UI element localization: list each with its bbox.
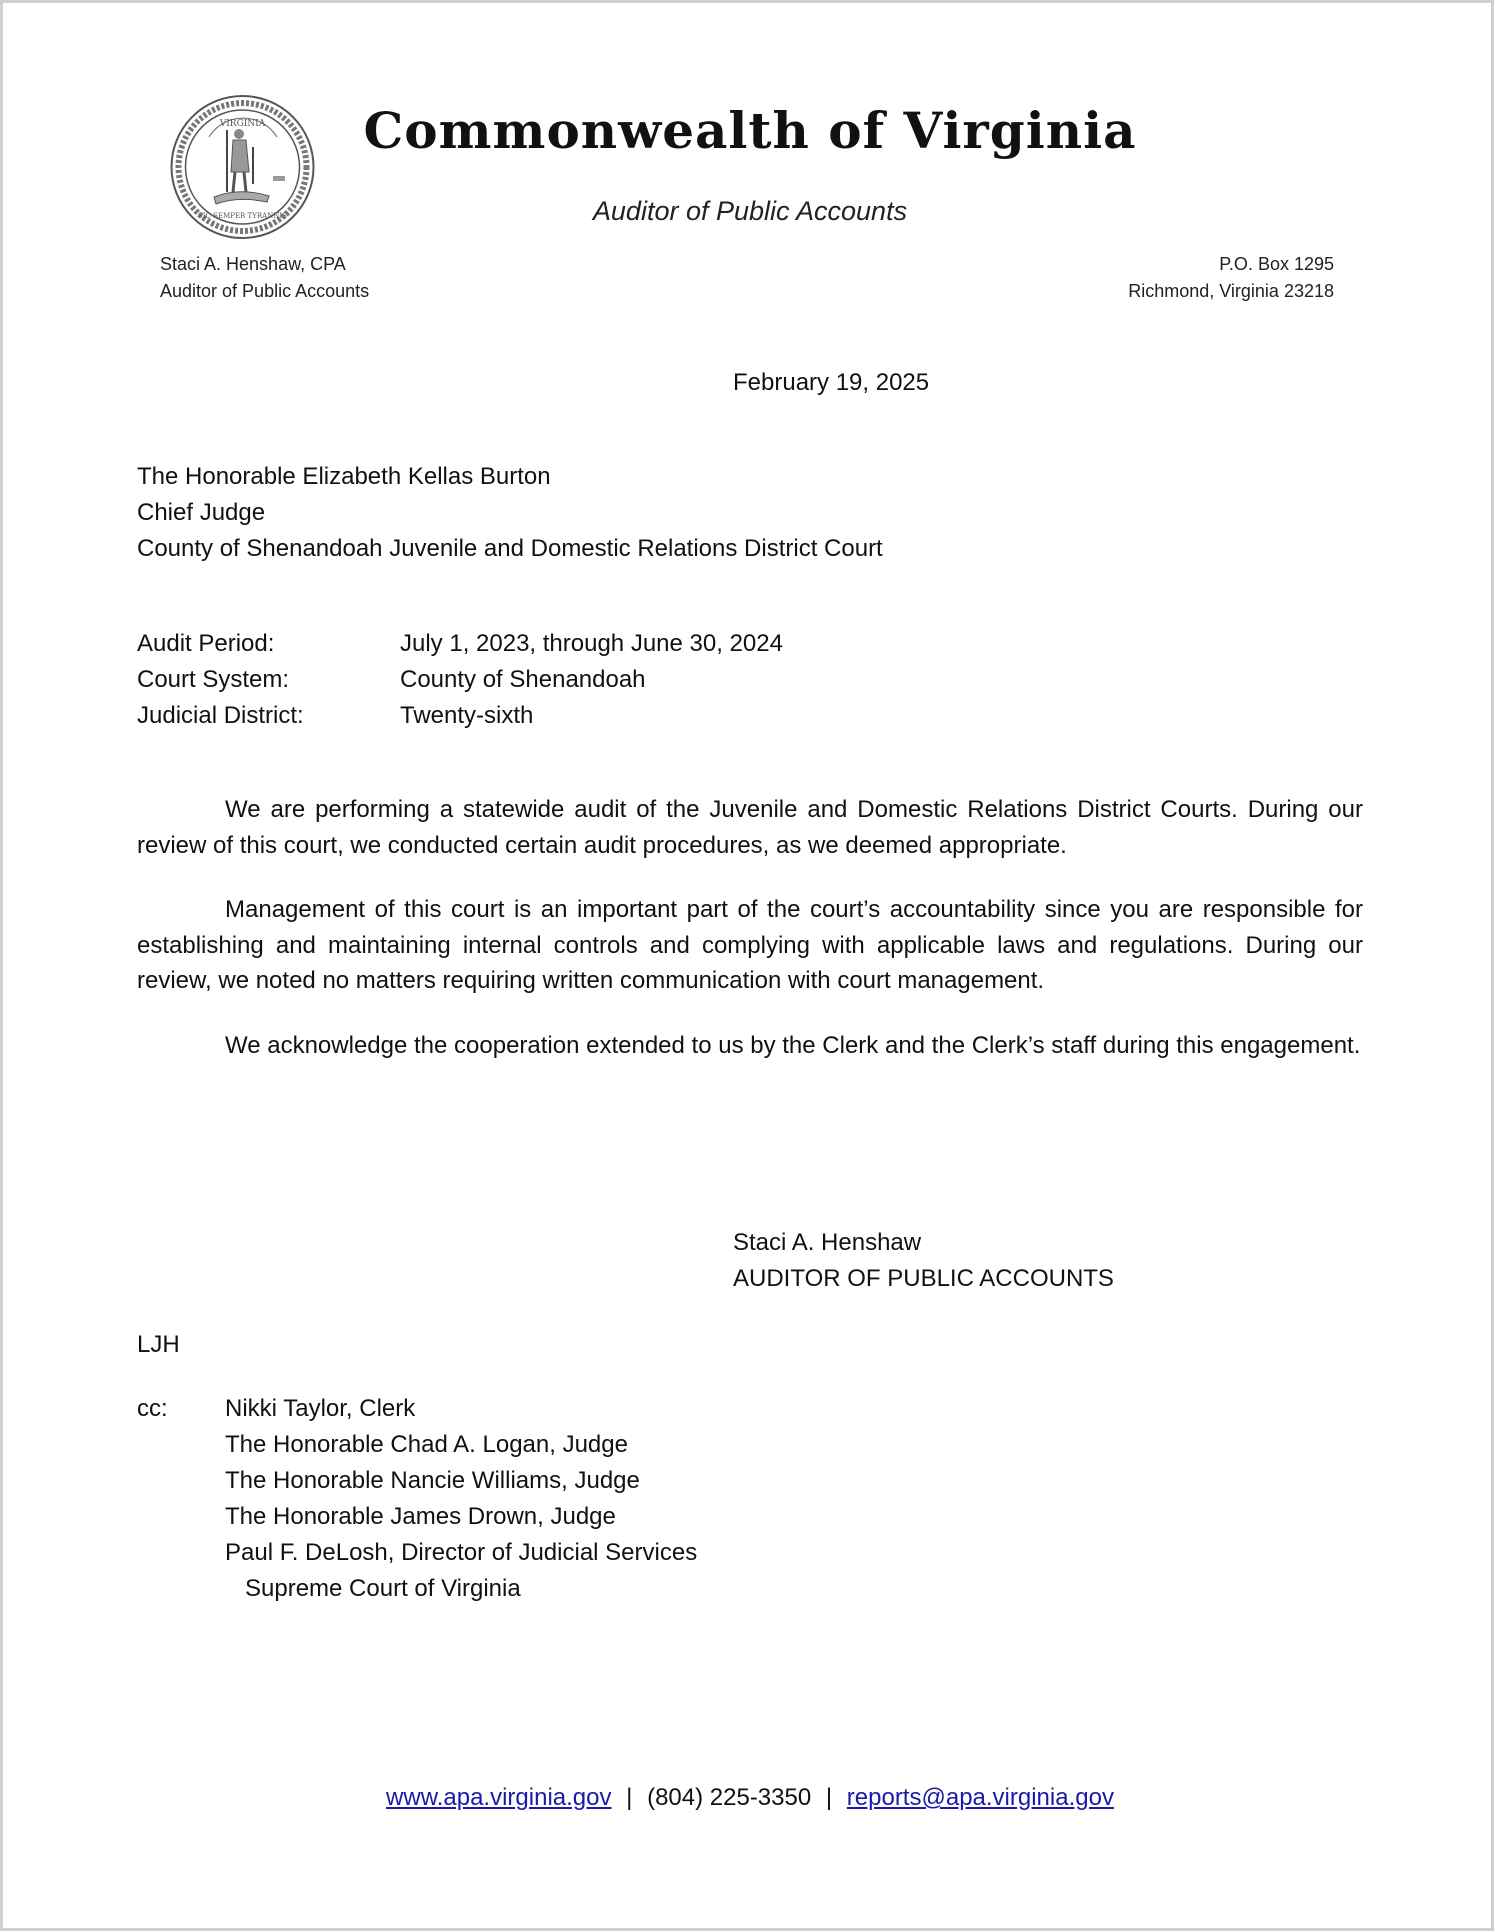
cc-recipient-organization: Supreme Court of Virginia xyxy=(245,1575,521,1602)
paragraph-management: Management of this court is an important part of the court’s accountability since you are responsible for establishing and maintaining internal controls and complying with applicable laws and regulations. During our review, we noted no matters requiring written communication with court management. xyxy=(137,896,1363,994)
court-system-value: County of Shenandoah xyxy=(400,666,646,693)
mailing-address xyxy=(1128,251,1334,305)
letterhead-title: Commonwealth of Virginia xyxy=(363,101,1137,160)
recipient-court: County of Shenandoah Juvenile and Domestic Relations District Court xyxy=(137,535,883,562)
svg-text:SIC SEMPER TYRANNIS: SIC SEMPER TYRANNIS xyxy=(198,212,287,220)
footer-contact xyxy=(3,1780,1494,1816)
signature-block xyxy=(733,1225,1114,1297)
signature-title: AUDITOR OF PUBLIC ACCOUNTS xyxy=(733,1265,1114,1292)
cc-recipient: The Honorable James Drown, Judge xyxy=(225,1503,616,1530)
audit-period-row xyxy=(137,626,783,662)
cc-block xyxy=(137,1391,697,1607)
typist-initials: LJH xyxy=(137,1331,180,1358)
paragraph-acknowledgement: We acknowledge the cooperation extended to us by the Clerk and the Clerk’s staff during this engagement. xyxy=(225,1031,1361,1059)
phone-number: (804) 225-3350 xyxy=(647,1784,812,1811)
letter-body xyxy=(137,792,1363,1092)
cc-recipient: The Honorable Chad A. Logan, Judge xyxy=(225,1431,628,1458)
judicial-district-label: Judicial District: xyxy=(137,702,304,729)
footer-separator: | xyxy=(825,1784,833,1811)
court-system-row xyxy=(137,662,783,698)
po-box: P.O. Box 1295 xyxy=(1219,254,1334,274)
cc-label: cc: xyxy=(137,1395,168,1422)
recipient-block xyxy=(137,459,883,567)
email-link[interactable]: reports@apa.virginia.gov xyxy=(846,1784,1114,1811)
audit-period-label: Audit Period: xyxy=(137,630,275,657)
website-link[interactable]: www.apa.virginia.gov xyxy=(386,1784,612,1811)
signature-name: Staci A. Henshaw xyxy=(733,1229,922,1256)
judicial-district-row xyxy=(137,698,783,734)
letterhead-subtitle: Auditor of Public Accounts xyxy=(592,196,908,226)
recipient-title: Chief Judge xyxy=(137,499,266,526)
cc-list xyxy=(225,1391,697,1607)
sender-title: Auditor of Public Accounts xyxy=(160,281,370,301)
sender-address xyxy=(160,251,369,305)
audit-info-block xyxy=(137,626,783,734)
sender-name: Staci A. Henshaw, CPA xyxy=(160,254,346,274)
audit-period-value: July 1, 2023, through June 30, 2024 xyxy=(400,630,783,657)
city-state-zip: Richmond, Virginia 23218 xyxy=(1128,281,1334,301)
letter-date: February 19, 2025 xyxy=(733,369,930,396)
court-system-label: Court System: xyxy=(137,666,290,693)
judicial-district-value: Twenty-sixth xyxy=(400,702,534,729)
paragraph-audit-scope: We are performing a statewide audit of the Juvenile and Domestic Relations District Courts. During our review of this court, we conducted certain audit procedures, as we deemed appropriate. xyxy=(137,796,1363,859)
cc-recipient: Paul F. DeLosh, Director of Judicial Services xyxy=(225,1539,698,1566)
svg-text:VIRGINIA: VIRGINIA xyxy=(219,119,266,129)
footer-separator: | xyxy=(626,1784,633,1811)
cc-recipient: Nikki Taylor, Clerk xyxy=(225,1395,416,1422)
cc-recipient: The Honorable Nancie Williams, Judge xyxy=(225,1467,640,1494)
recipient-name: The Honorable Elizabeth Kellas Burton xyxy=(137,463,551,490)
